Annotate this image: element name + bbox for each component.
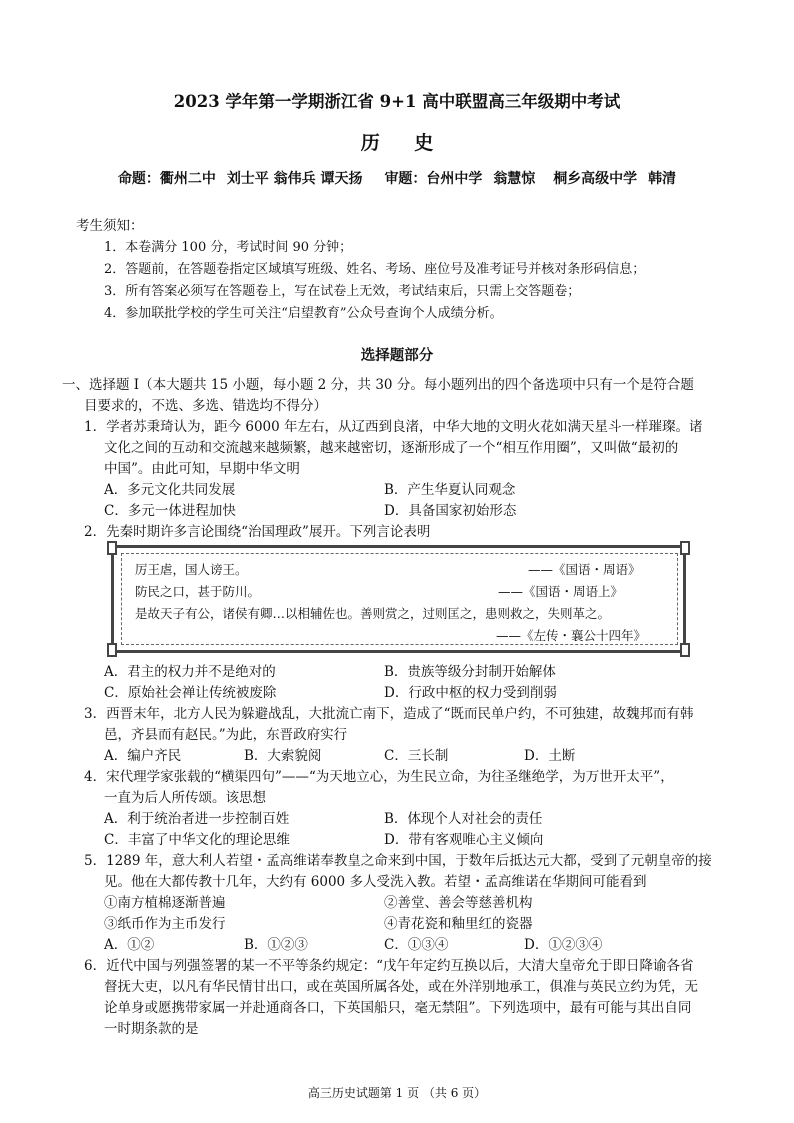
q5-stem-line: 见。他在大都传教十几年，大约有 6000 多人受洗入教。若望・孟高维诺在华期间可能看到 (104, 874, 647, 890)
notice-item: 1．本卷满分 100 分，考试时间 90 分钟； (104, 240, 353, 255)
q1-stem-line: 文化之间的互动和交流越来越频繁，越来越密切，逐渐形成了一个“相互作用圈”，又叫做“最初的 (104, 440, 679, 456)
q2-option-a: A．君主的权力并不是绝对的 (104, 664, 276, 680)
q5-statement-3: ③纸币作为主币发行 (104, 916, 226, 932)
q5-statement-2: ②善堂、善会等慈善机构 (384, 895, 533, 911)
q2-option-c: C．原始社会禅让传统被废除 (104, 685, 277, 701)
q1-option-d: D．具备国家初始形态 (384, 503, 517, 519)
compose-names: 刘士平 翁伟兵 谭天扬 (226, 171, 363, 187)
q6-stem-line: 论单身或愿携带家属一并赴通商各口，下英国船只，毫无禁阻”。下列选项中，最有可能与其出自同 (104, 1000, 692, 1016)
section-title: 选择题部分 (360, 347, 434, 364)
scroll-corner (680, 541, 690, 555)
q2-option-d: D．行政中枢的权力受到削弱 (384, 685, 557, 701)
quote-3: 是故天子有公，诸侯有卿…以相辅佐也。善则赏之，过则匡之，患则救之，失则革之。 (135, 606, 611, 621)
q5-option-a: A．①② (104, 937, 155, 953)
q4-option-a: A．利于统治者进一步控制百姓 (104, 811, 290, 827)
q5-option-c: C．①③④ (384, 937, 449, 953)
q5-statement-1: ①南方植棉逐渐普遍 (104, 895, 226, 911)
q1-stem-line: 中国”。由此可知，早期中华文明 (104, 461, 300, 477)
q4-stem-line: 4．宋代理学家张载的“横渠四句”——“为天地立心，为生民立命，为往圣继绝学，为万世开太平”， (84, 769, 674, 785)
compose-label: 命题：衢州二中 (117, 171, 216, 187)
q4-option-b: B．体现个人对社会的责任 (384, 811, 543, 827)
scroll-corner (107, 643, 117, 657)
notice-item: 3．所有答案必须写在答题卷上，写在试卷上无效，考试结束后，只需上交答题卷； (104, 284, 581, 299)
part-instructions-line-2: 目要求的，不选、多选、错选均不得分） (84, 398, 327, 414)
review-name-1: 翁慧惊 (493, 171, 536, 187)
q6-stem-line: 督抚大吏，以凡有华民情甘出口，或在英国所属各处，或在外洋别地承工，俱准与英民立约为凭，无 (104, 979, 698, 995)
quote-1: 厉王虐，国人谤王。 (135, 562, 248, 577)
q5-option-d: D．①②③④ (524, 937, 603, 953)
scroll-corner (107, 541, 117, 555)
part-instructions-line-1: 一、选择题 I（本大题共 15 小题，每小题 2 分，共 30 分。每小题列出的四个备选项中只有一个是符合题 (62, 377, 694, 393)
q2-option-b: B．贵族等级分封制开始解体 (384, 664, 556, 680)
q3-option-b: B．大索貌阅 (244, 748, 322, 764)
quote-1-source: ——《国语・周语》 (528, 562, 641, 577)
q3-stem-line: 邑，齐县而有赵民。”为此，东晋政府实行 (104, 727, 348, 743)
notice-item: 2．答题前，在答题卷指定区域填写班级、姓名、考场、座位号及准考证号并核对条形码信息； (104, 262, 646, 277)
q6-stem-line: 一时期条款的是 (104, 1021, 199, 1037)
q1-stem-line: 1．学者苏秉琦认为，距今 6000 年左右，从辽西到良渚，中华大地的文明火花如满天星斗一样璀璨。诸 (84, 419, 703, 435)
quote-3-source: ——《左传・襄公十四年》 (496, 628, 647, 643)
exam-title: 2023 学年第一学期浙江省 9+1 高中联盟高三年级期中考试 (173, 92, 621, 111)
quote-2-source: ——《国语・周语上》 (498, 584, 624, 599)
q6-stem-line: 6．近代中国与列强签署的某一不平等条约规定：“戊午年定约互换以后，大清大皇帝允于即日降谕各省 (84, 958, 694, 974)
scroll-corner (680, 643, 690, 657)
q2-stem: 2．先秦时期许多言论围绕“治国理政”展开。下列言论表明 (84, 524, 431, 540)
q1-option-b: B．产生华夏认同观念 (384, 482, 516, 498)
q3-stem-line: 3．西晋末年，北方人民为躲避战乱，大批流亡南下，造成了“既而民单户约，不可独建，故魏邦而有韩 (84, 706, 694, 722)
review-school-2: 桐乡高级中学 (553, 171, 638, 187)
page-footer: 高三历史试题第 1 页 （共 6 页） (307, 1086, 487, 1100)
review-label: 审题：台州中学 (384, 171, 483, 187)
q4-option-d: D．带有客观唯心主义倾向 (384, 832, 544, 848)
part-instructions (62, 373, 694, 393)
q3-option-a: A．编户齐民 (104, 748, 182, 764)
q5-stem-line: 5．1289 年，意大利人若望・孟高维诺奉教皇之命来到中国，于数年后抵达元大都，受到了元朝皇帝的接 (84, 853, 712, 869)
review-name-2: 韩清 (648, 171, 677, 187)
quote-2: 防民之口，甚于防川。 (135, 584, 261, 599)
q3-option-c: C．三长制 (384, 748, 449, 764)
q3-option-d: D．土断 (524, 748, 576, 764)
q4-stem-line: 一直为后人所传颂。该思想 (104, 790, 266, 806)
subject-title: 历 史 (360, 132, 448, 154)
q1-option-a: A．多元文化共同发展 (104, 482, 236, 498)
notice-heading: 考生须知： (76, 218, 144, 234)
notice-item: 4．参加联批学校的学生可关注“启望教育”公众号查询个人成绩分析。 (104, 306, 503, 321)
q1-option-c: C．多元一体进程加快 (104, 503, 236, 519)
q5-statement-4: ④青花瓷和釉里红的瓷器 (384, 916, 533, 932)
q5-option-b: B．①②③ (244, 937, 308, 953)
authors-line (0, 168, 794, 188)
q4-option-c: C．丰富了中华文化的理论思维 (104, 832, 290, 848)
